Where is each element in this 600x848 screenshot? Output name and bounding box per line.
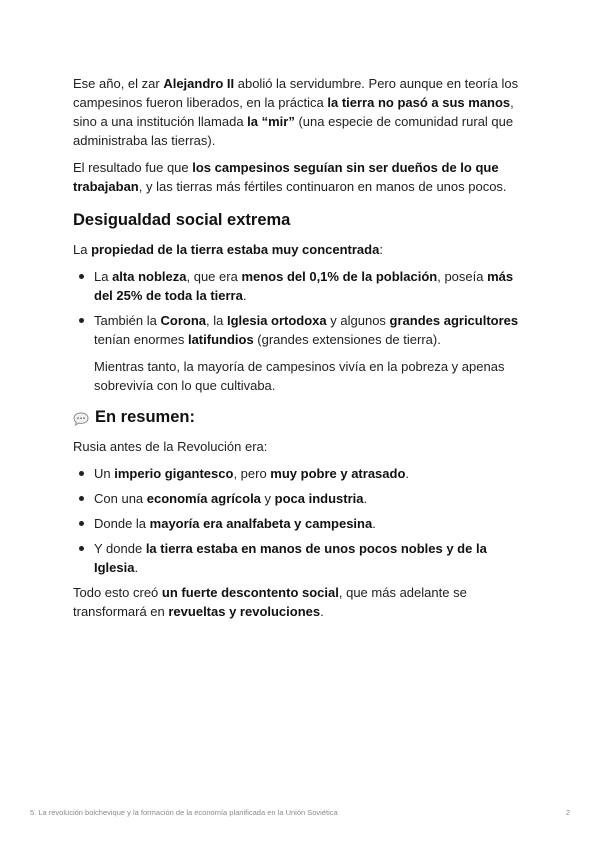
list-item xyxy=(73,464,533,483)
list-item xyxy=(73,489,533,508)
intro-paragraph-1: Ese año, el zar Alejandro II abolió la servidumbre. Pero aunque en teoría los campesinos fueron liberados, en la práctica la tierra no pasó a sus manos, sino a una institución llamada la “mir” (una especie de comunidad rural que administraba las tierras). xyxy=(73,76,519,148)
list-item-subparagraph: Mientras tanto, la mayoría de campesinos vivía en la pobreza y apenas sobrevivía con lo que cultivaba. xyxy=(94,359,505,393)
footer-title: 5. La revolución bolchevique y la formación de la economía planificada en la Unión Soviética xyxy=(30,808,338,817)
list-item-text: Un imperio gigantesco, pero muy pobre y atrasado. xyxy=(94,466,410,481)
inequality-lead: La propiedad de la tierra estaba muy concentrada: xyxy=(73,242,383,257)
inequality-list xyxy=(73,267,533,395)
list-item xyxy=(73,514,533,533)
list-item-text: La alta nobleza, que era menos del 0,1% de la población, poseía más del 25% de toda la tierra. xyxy=(94,269,514,303)
bullet-icon xyxy=(79,318,84,323)
bullet-icon xyxy=(79,546,84,551)
bullet-icon xyxy=(79,274,84,279)
list-item-text: Y donde la tierra estaba en manos de unos pocos nobles y de la Iglesia. xyxy=(94,541,487,575)
closing-paragraph: Todo esto creó un fuerte descontento social, que más adelante se transformará en revueltas y revoluciones. xyxy=(73,585,467,619)
bullet-icon xyxy=(79,521,84,526)
bullet-icon xyxy=(79,471,84,476)
summary-lead: Rusia antes de la Revolución era: xyxy=(73,439,268,454)
summary-list xyxy=(73,464,533,577)
list-item-text: Con una economía agrícola y poca industria. xyxy=(94,491,368,506)
list-item-text: Donde la mayoría era analfabeta y campesina. xyxy=(94,516,376,531)
summary-heading-text: En resumen: xyxy=(95,408,195,426)
bullet-icon xyxy=(79,496,84,501)
section-heading-summary xyxy=(73,407,533,427)
document-body xyxy=(73,74,533,629)
list-item-text: También la Corona, la Iglesia ortodoxa y algunos grandes agricultores tenían enormes latifundios (grandes extensiones de tierra). xyxy=(94,313,519,347)
speech-bubble-icon xyxy=(73,411,89,424)
list-item xyxy=(73,311,533,395)
page-number: 2 xyxy=(565,808,570,817)
list-item xyxy=(73,539,533,577)
page-footer xyxy=(30,808,570,818)
section-heading-inequality: Desigualdad social extrema xyxy=(73,211,291,229)
intro-paragraph-2: El resultado fue que los campesinos seguían sin ser dueños de lo que trabajaban, y las tierras más fértiles continuaron en manos de unos pocos. xyxy=(73,160,507,194)
list-item xyxy=(73,267,533,305)
